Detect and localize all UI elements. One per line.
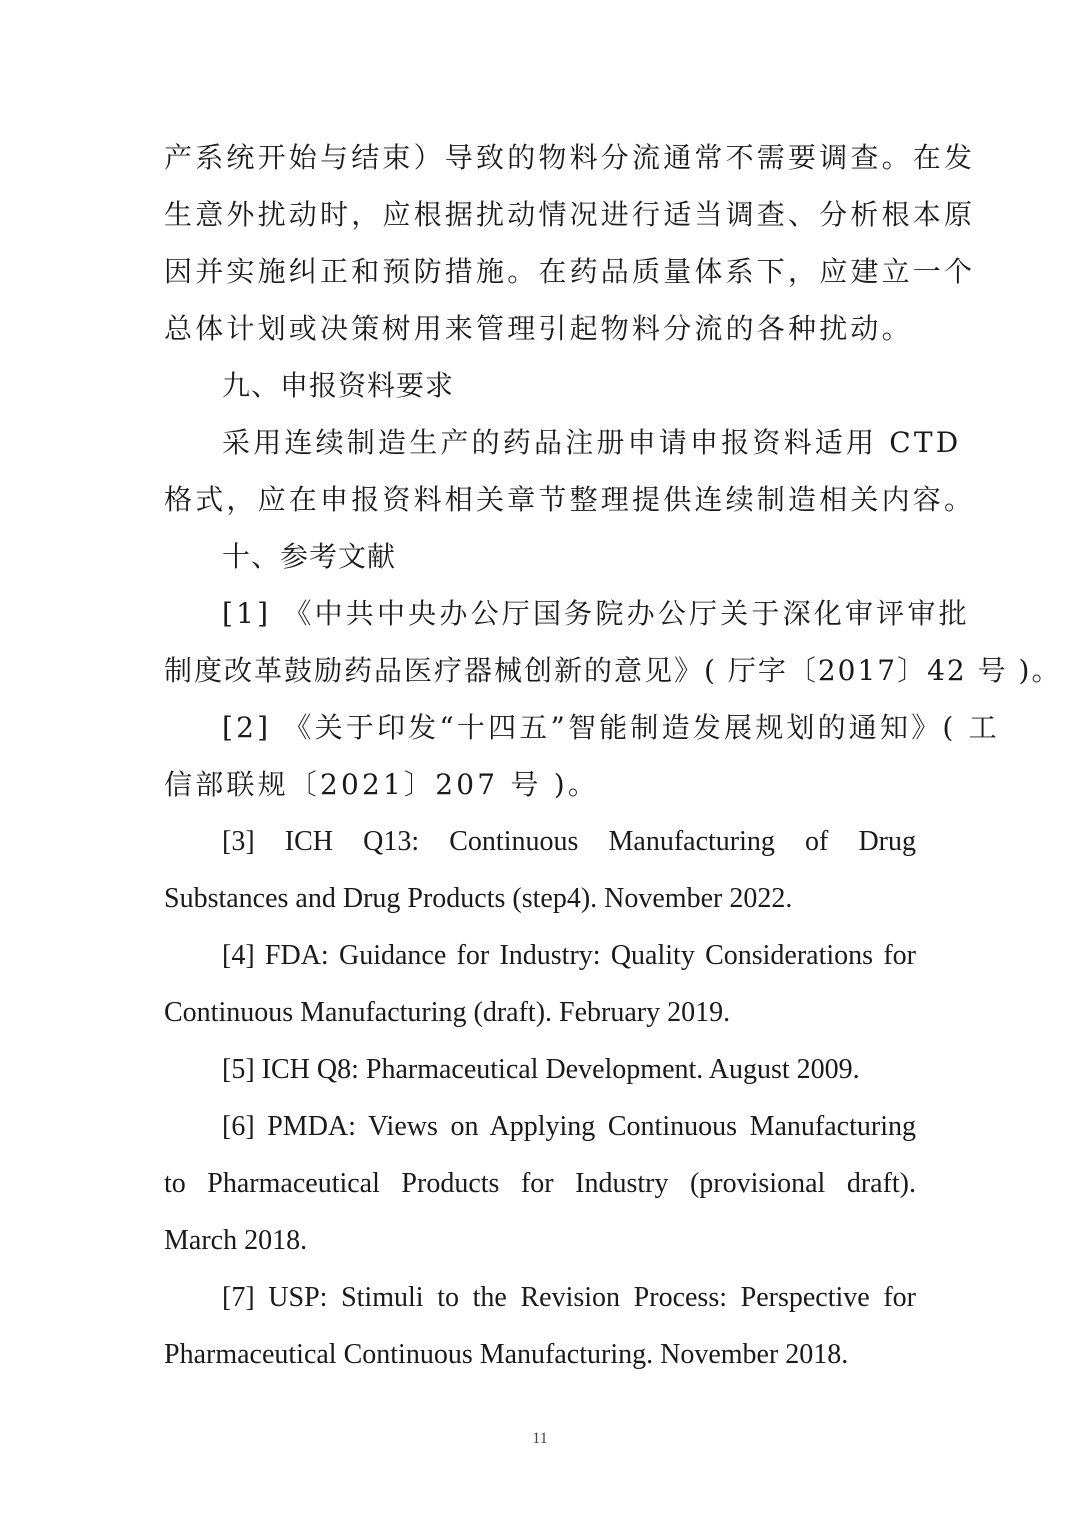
reference-line: [4] FDA: Guidance for Industry: Quality Considerations for xyxy=(222,940,916,971)
reference-line: Pharmaceutical Continuous Manufacturing. November 2018. xyxy=(164,1339,849,1370)
paragraph-line: 总体计划或决策树用来管理引起物料分流的各种扰动。 xyxy=(164,312,913,345)
paragraph-line: 采用连续制造生产的药品注册申请申报资料适用 CTD xyxy=(222,426,962,459)
reference-line: [1] 《中共中央办公厅国务院办公厅关于深化审评审批 xyxy=(222,597,970,630)
reference-line: March 2018. xyxy=(164,1225,308,1256)
reference-line: [7] USP: Stimuli to the Revision Process: Perspective for xyxy=(222,1282,916,1313)
reference-line: [6] PMDA: Views on Applying Continuous Manufacturing xyxy=(222,1111,916,1142)
paragraph-line: 格式，应在申报资料相关章节整理提供连续制造相关内容。 xyxy=(164,483,976,516)
paragraph-line: 产系统开始与结束）导致的物料分流通常不需要调查。在发 xyxy=(164,141,976,174)
section-heading-9: 九、申报资料要求 xyxy=(222,369,455,402)
page-number: 11 xyxy=(532,1430,548,1447)
paragraph-line: 因并实施纠正和预防措施。在药品质量体系下，应建立一个 xyxy=(164,255,976,288)
reference-line: [3] ICH Q13: Continuous Manufacturing of Drug xyxy=(222,826,916,857)
section-heading-10: 十、参考文献 xyxy=(222,540,397,573)
reference-line: 信部联规〔2021〕207 号 )。 xyxy=(164,768,600,801)
reference-line: [5] ICH Q8: Pharmaceutical Development. August 2009. xyxy=(222,1054,860,1085)
reference-line: to Pharmaceutical Products for Industry (provisional draft). xyxy=(164,1168,916,1199)
reference-line: Continuous Manufacturing (draft). February 2019. xyxy=(164,997,731,1028)
paragraph-line: 生意外扰动时，应根据扰动情况进行适当调查、分析根本原 xyxy=(164,198,976,231)
reference-line: 制度改革鼓励药品医疗器械创新的意见》( 厅字〔2017〕42 号 )。 xyxy=(164,654,1062,687)
reference-line: Substances and Drug Products (step4). November 2022. xyxy=(164,883,793,914)
reference-line: [2] 《关于印发“十四五”智能制造发展规划的通知》( 工 xyxy=(222,711,1000,744)
